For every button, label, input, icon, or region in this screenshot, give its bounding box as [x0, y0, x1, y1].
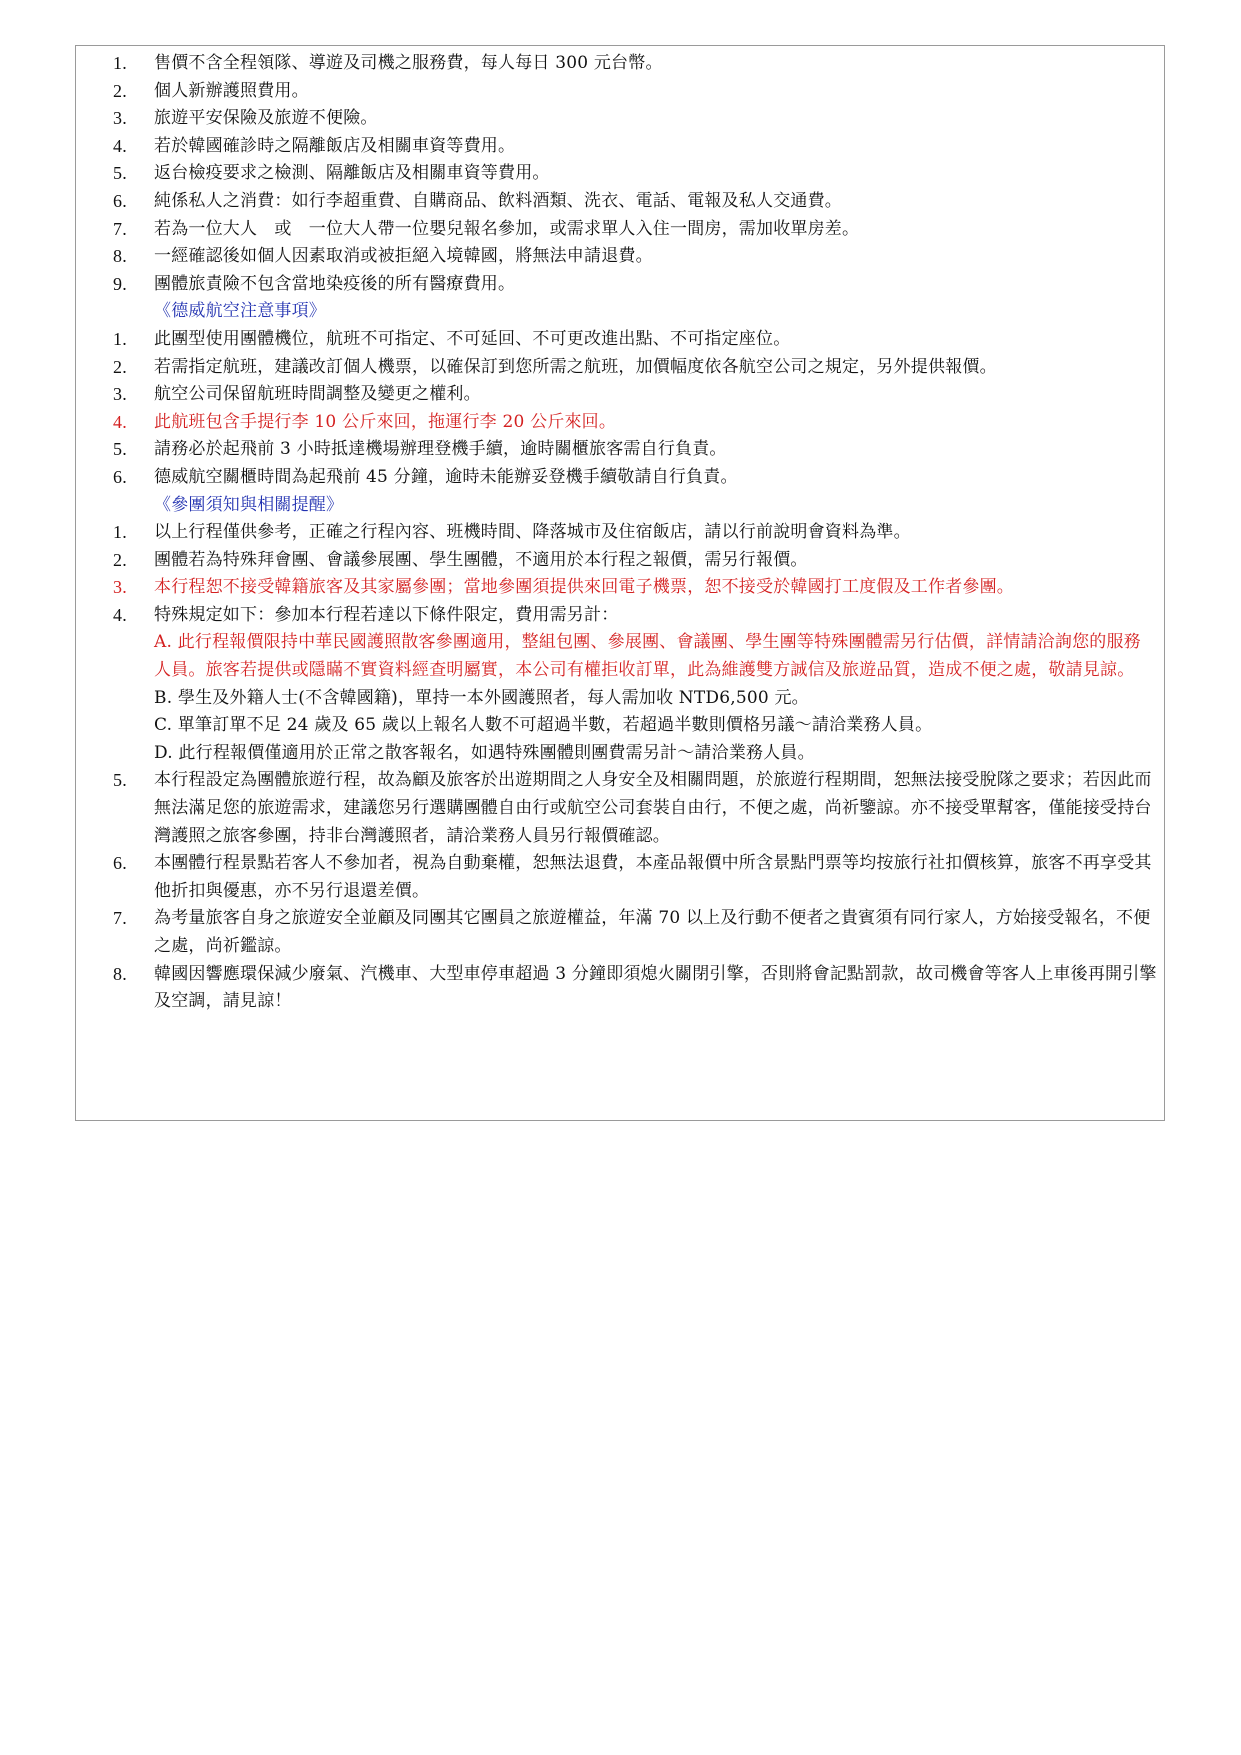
item-text: 韓國因響應環保減少廢氣、汽機車、大型車停車超過 3 分鐘即須熄火關閉引擎，否則將會記點罰款，故司機會等客人上車後再開引擎及空調，請見諒！: [154, 963, 1157, 1012]
list-item-highlight: [76, 409, 1164, 437]
item-text: 售價不含全程領隊、導遊及司機之服務費，每人每日 300 元台幣。: [154, 53, 663, 73]
list-item: [76, 767, 1164, 850]
list-item: [76, 961, 1164, 1016]
item-number: 3.: [113, 108, 127, 129]
list-item: [76, 50, 1164, 78]
item-text: 旅遊平安保險及旅遊不便險。: [154, 108, 378, 129]
item-number: 4.: [113, 604, 127, 625]
list-item: [76, 243, 1164, 271]
item-number: 5.: [113, 163, 127, 184]
item-text: 本行程設定為團體旅遊行程，故為顧及旅客於出遊期間之人身安全及相關問題，於旅遊行程期間，恕無法接受脫隊之要求；若因此而無法滿足您的旅遊需求，建議您另行選購團體自由行或航空公司套裝自由行，不便之處，尚祈鑒諒。亦不接受單幫客，僅能接受持台灣護照之旅客參團，持非台灣護照者，請洽業務人員另行報價確認。: [154, 770, 1152, 846]
list-item: [76, 188, 1164, 216]
item-text: 以上行程僅供參考，正確之行程內容、班機時間、降落城市及住宿飯店，請以行前說明會資料為準。: [154, 522, 911, 543]
item-text: 此航班包含手提行李 10 公斤來回，拖運行李 20 公斤來回。: [154, 411, 617, 432]
item-text: 團體旅責險不包含當地染疫後的所有醫療費用。: [154, 273, 516, 294]
item-text: 為考量旅客自身之旅遊安全並顧及同團其它團員之旅遊權益，年滿 70 以上及行動不便者之貴賓須有同行家人，方始接受報名，不便之處，尚祈鑑諒。: [154, 908, 1151, 956]
item-number: 7.: [113, 908, 127, 929]
list-item: [76, 519, 1164, 547]
item-text: 德威航空關櫃時間為起飛前 45 分鐘，逾時未能辦妥登機手續敬請自行負責。: [154, 466, 738, 487]
sub-item-a: A. 此行程報價限持中華民國護照散客參團適用，整組包團、參展團、會議團、學生團等特殊團體需另行估價，詳情請洽詢您的服務人員。旅客若提供或隱瞞不實資料經查明屬實，本公司有權拒收訂單，此為維護雙方誠信及旅遊品質，造成不便之處，敬請見諒。: [154, 632, 1141, 681]
item-text: 若需指定航班，建議改訂個人機票，以確保訂到您所需之航班，加價幅度依各航空公司之規定，另外提供報價。: [154, 356, 997, 377]
item-number: 4.: [113, 411, 127, 432]
item-number: 3.: [113, 384, 127, 405]
list-item-highlight: [76, 574, 1164, 602]
list-item: [76, 381, 1164, 409]
list-item: [76, 905, 1164, 960]
item-text: 個人新辦護照費用。: [154, 80, 309, 101]
item-number: 5.: [113, 439, 127, 460]
document-content: [76, 50, 1164, 1016]
list-item: [76, 271, 1164, 299]
item-text: 若為一位大人 或 一位大人帶一位嬰兒報名參加，或需求單人入住一間房，需加收單房差。: [154, 218, 860, 239]
item-number: 6.: [113, 190, 127, 211]
item-text: 一經確認後如個人因素取消或被拒絕入境韓國，將無法申請退費。: [154, 246, 653, 267]
item-text: 此團型使用團體機位，航班不可指定、不可延回、不可更改進出點、不可指定座位。: [154, 328, 791, 349]
item-number: 1.: [113, 328, 127, 349]
item-text: 若於韓國確診時之隔離飯店及相關車資等費用。: [154, 135, 516, 156]
section-heading-notice: 《參團須知與相關提醒》: [154, 494, 344, 515]
list-item: [76, 354, 1164, 382]
item-number: 1.: [113, 522, 127, 543]
item-number: 5.: [113, 770, 127, 791]
list-item: [76, 160, 1164, 188]
sub-item-c: C. 單筆訂單不足 24 歲及 65 歲以上報名人數不可超過半數，若超過半數則價格另議～請洽業務人員。: [154, 715, 933, 736]
item-number: 7.: [113, 218, 127, 239]
list-item: [76, 105, 1164, 133]
list-item: [76, 78, 1164, 106]
sub-item-d: D. 此行程報價僅適用於正常之散客報名，如遇特殊團體則團費需另計～請洽業務人員。: [154, 742, 815, 763]
item-text: 純係私人之消費：如行李超重費、自購商品、飲料酒類、洗衣、電話、電報及私人交通費。: [154, 190, 842, 211]
list-item: [76, 850, 1164, 905]
item-text: 本團體行程景點若客人不參加者，視為自動棄權，恕無法退費，本產品報價中所含景點門票等均按旅行社扣價核算，旅客不再享受其他折扣與優惠，亦不另行退還差價。: [154, 853, 1152, 901]
list-item: [76, 326, 1164, 354]
document-frame: [75, 45, 1165, 1121]
item-text: 本行程恕不接受韓籍旅客及其家屬參團；當地參團須提供來回電子機票，恕不接受於韓國打工度假及工作者參團。: [154, 577, 1014, 598]
item-number: 6.: [113, 853, 127, 874]
item-number: 1.: [113, 53, 127, 73]
item-number: 4.: [113, 135, 127, 156]
item-number: 8.: [113, 963, 127, 984]
item-number: 9.: [113, 273, 127, 294]
item-text: 返台檢疫要求之檢測、隔離飯店及相關車資等費用。: [154, 163, 550, 184]
list-item: [76, 547, 1164, 575]
item-text: 團體若為特殊拜會團、會議參展團、學生團體，不適用於本行程之報價，需另行報價。: [154, 549, 808, 570]
list-item: [76, 602, 1164, 630]
list-item: [76, 464, 1164, 492]
item-text: 航空公司保留航班時間調整及變更之權利。: [154, 384, 481, 405]
item-number: 8.: [113, 246, 127, 267]
section-heading-airline: 《德威航空注意事項》: [154, 301, 326, 322]
item-number: 6.: [113, 466, 127, 487]
item-number: 2.: [113, 80, 127, 101]
list-item: [76, 436, 1164, 464]
list-item: [76, 133, 1164, 161]
item-text: 特殊規定如下：參加本行程若達以下條件限定，費用需另計：: [154, 604, 619, 625]
item-text: 請務必於起飛前 3 小時抵達機場辦理登機手續，逾時關櫃旅客需自行負責。: [154, 439, 727, 460]
item-number: 2.: [113, 549, 127, 570]
sub-item-b: B. 學生及外籍人士(不含韓國籍)，單持一本外國護照者，每人需加收 NTD6,500 元。: [154, 687, 809, 708]
item-number: 2.: [113, 356, 127, 377]
item-number: 3.: [113, 577, 127, 598]
list-item: [76, 216, 1164, 244]
